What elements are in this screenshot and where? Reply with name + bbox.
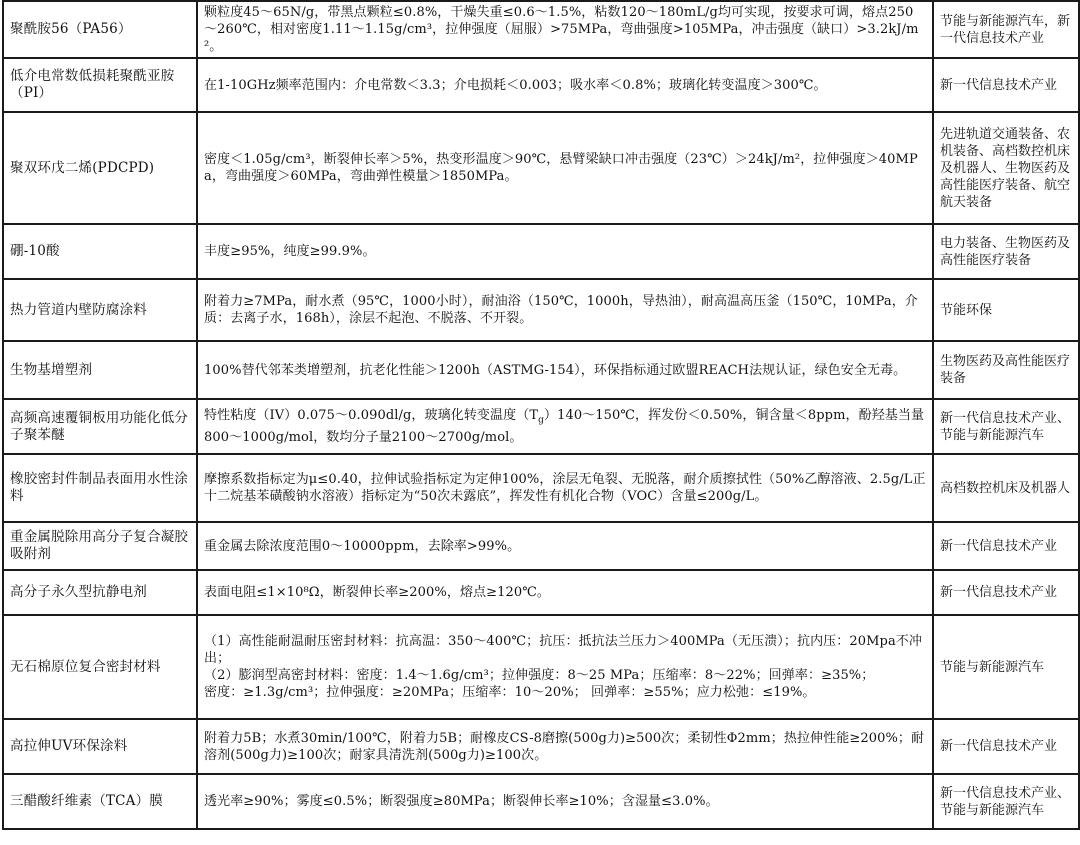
application-field: 节能与新能源汽车 (933, 615, 1079, 719)
application-field: 新一代信息技术产业 (933, 58, 1079, 112)
table-row (3, 1, 1079, 58)
application-field: 新一代信息技术产业、节能与新能源汽车 (933, 399, 1079, 454)
spec-text: 重金属去除浓度范围0～10000ppm，去除率>99%。 (197, 522, 933, 570)
table-row (3, 570, 1079, 615)
spec-line: （1）高性能耐温耐压密封材料：抗高温：350～400℃；抗压：抵抗法兰压力＞400MPa（无压溃）；抗内压：20Mpa不冲出； (204, 634, 923, 666)
spec-text: 附着力5B；水煮30min/100℃，附着力5B；耐橡皮CS-8磨擦(500g力)≥500次；柔韧性Φ2mm；热拉伸性能≥200%；耐溶剂(500g力)≥100次；耐家具清洗剂(500g力)≥100次。 (197, 719, 933, 774)
material-name: 无石棉原位复合密封材料 (3, 615, 197, 719)
spec-text-part: ）140～150℃，挥发份＜0.50%，铜含量＜8ppm，酚羟基当量800～1000g/mol，数均分子量2100～2700g/mol。 (204, 407, 925, 446)
material-name: 聚酰胺56（PA56） (3, 1, 197, 58)
material-name: 生物基增塑剂 (3, 341, 197, 399)
spec-text-part: 特性粘度（IV）0.075～0.090dl/g，玻璃化转变温度（T (204, 407, 539, 423)
table-row (3, 279, 1079, 341)
material-name: 重金属脱除用高分子复合凝胶吸附剂 (3, 522, 197, 570)
table-row (3, 112, 1079, 224)
table-row (3, 224, 1079, 279)
material-name: 热力管道内壁防腐涂料 (3, 279, 197, 341)
material-name: 高拉伸UV环保涂料 (3, 719, 197, 774)
spec-text: 丰度≥95%，纯度≥99.9%。 (197, 224, 933, 279)
spec-text: 100%替代邻苯类增塑剂，抗老化性能＞1200h（ASTMG-154），环保指标通过欧盟REACH法规认证，绿色安全无毒。 (197, 341, 933, 399)
material-name: 聚双环戊二烯(PDCPD) (3, 112, 197, 224)
material-name: 硼-10酸 (3, 224, 197, 279)
spec-text: 附着力≥7MPa，耐水煮（95℃，1000小时），耐油浴（150℃，1000h，导热油），耐高温高压釜（150℃，10MPa，介质：去离子水，168h），涂层不起泡、不脱落、不开裂。 (197, 279, 933, 341)
application-field: 高档数控机床及机器人 (933, 454, 1079, 522)
spec-text: 透光率≥90%；雾度≤0.5%；断裂强度≥80MPa；断裂伸长率≥10%；含湿量≤3.0%。 (197, 774, 933, 829)
application-field: 新一代信息技术产业 (933, 719, 1079, 774)
application-field: 生物医药及高性能医疗装备 (933, 341, 1079, 399)
application-field: 节能与新能源汽车，新一代信息技术产业 (933, 1, 1079, 58)
spec-text (197, 615, 933, 719)
spec-text: 摩擦系数指标定为μ≤0.40，拉伸试验指标定为定伸100%，涂层无龟裂、无脱落，耐介质擦拭性（50%乙醇溶液、2.5g/L正十二烷基苯磺酸钠水溶液）指标定为“50次未露底”，挥发性有机化合物（VOC）含量≤200g/L。 (197, 454, 933, 522)
spec-text: 表面电阻≤1×10⁸Ω，断裂伸长率≥200%，熔点≥120℃。 (197, 570, 933, 615)
spec-text: 颗粒度45～65N/g，带黑点颗粒≤0.8%，干燥失重≤0.6～1.5%，粘数120～180mL/g均可实现，按要求可调，熔点250～260℃，相对密度1.11～1.15g/cm³，拉伸强度（屈服）>75MPa，弯曲强度>105MPa，冲击强度（缺口）>3.2kJ/m²。 (197, 1, 933, 58)
spec-text: 在1-10GHz频率范围内：介电常数＜3.3；介电损耗＜0.003；吸水率＜0.8%；玻璃化转变温度＞300℃。 (197, 58, 933, 112)
table-row (3, 399, 1079, 454)
spec-line: 密度：≥1.3g/cm³；拉伸强度：≥20MPa；压缩率：10～20%； 回弹率：≥55%；应力松弛：≤19%。 (204, 685, 816, 700)
table-row (3, 522, 1079, 570)
table-row (3, 719, 1079, 774)
table-row (3, 774, 1079, 829)
material-name: 橡胶密封件制品表面用水性涂料 (3, 454, 197, 522)
table-row (3, 58, 1079, 112)
table-row (3, 454, 1079, 522)
spec-text: 密度＜1.05g/cm³，断裂伸长率＞5%，热变形温度＞90℃，悬臂梁缺口冲击强度（23℃）＞24kJ/m²，拉伸强度＞40MPa，弯曲强度＞60MPa，弯曲弹性模量＞1850MPa。 (197, 112, 933, 224)
application-field: 先进轨道交通装备、农机装备、高档数控机床及机器人、生物医药及高性能医疗装备、航空航天装备 (933, 112, 1079, 224)
application-field: 电力装备、生物医药及高性能医疗装备 (933, 224, 1079, 279)
application-field: 新一代信息技术产业 (933, 522, 1079, 570)
material-name: 低介电常数低损耗聚酰亚胺（PI） (3, 58, 197, 112)
table-row (3, 341, 1079, 399)
spec-line: （2）膨润型高密封材料：密度：1.4～1.6g/cm³；拉伸强度：8～25 MPa；压缩率：8～22%；回弹率：≥35%； (204, 668, 875, 683)
subscript-g: g (538, 415, 544, 426)
application-field: 新一代信息技术产业 (933, 570, 1079, 615)
spec-text (197, 399, 933, 454)
material-name: 高分子永久型抗静电剂 (3, 570, 197, 615)
application-field: 节能环保 (933, 279, 1079, 341)
material-name: 高频高速覆铜板用功能化低分子聚苯醚 (3, 399, 197, 454)
application-field: 新一代信息技术产业、节能与新能源汽车 (933, 774, 1079, 829)
material-name: 三醋酸纤维素（TCA）膜 (3, 774, 197, 829)
table-row (3, 615, 1079, 719)
material-spec-table (2, 0, 1080, 830)
